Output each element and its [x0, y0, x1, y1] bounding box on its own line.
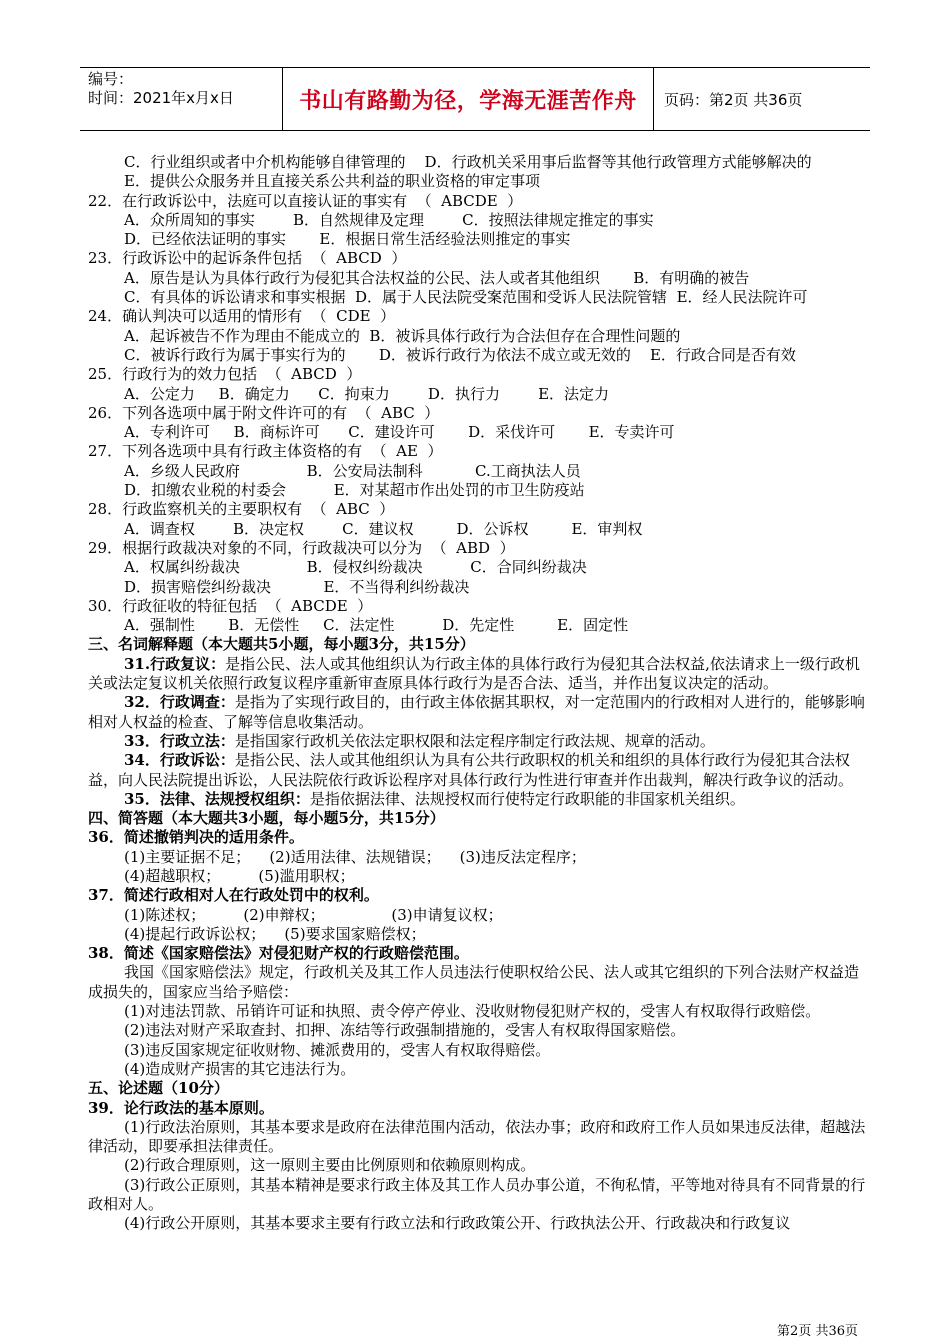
paragraph: [88, 693, 872, 732]
text-line: 五、论述题（10分）: [88, 1079, 229, 1098]
text-line: 30．行政征收的特征包括 （ ABCDE ）: [88, 596, 373, 615]
paragraph: [88, 1002, 872, 1021]
paragraph-text: (2)行政合理原则，这一原则主要由比例原则和依赖原则构成。: [124, 1156, 536, 1175]
text-line: 29．根据行政裁决对象的不同，行政裁决可以分为 （ ABD ）: [88, 538, 515, 557]
paragraph-text: (1)对违法罚款、吊销许可证和执照、责令停产停业、没收财物侵犯财产权的，受害人有权取得行政赔偿。: [124, 1002, 821, 1021]
compensation-block: [88, 963, 872, 1079]
document-body: [88, 153, 872, 1234]
paragraph: [88, 1041, 872, 1060]
paragraph: [88, 1156, 872, 1175]
text-line: C．行业组织或者中介机构能够自律管理的 D．行政机关采用事后监督等其他行政管理方式能够解决的: [124, 153, 812, 171]
text-line: A．起诉被告不作为理由不能成立的 B．被诉具体行政行为合法但存在合理性问题的: [124, 326, 681, 345]
paragraph-text: 是指依据法律、法规授权而行使特定行政职能的非国家机关组织。: [309, 789, 745, 808]
paragraph-text: (4)造成财产损害的其它违法行为。: [124, 1059, 356, 1078]
text-line: 25．行政行为的效力包括 （ ABCD ）: [88, 365, 362, 384]
paragraph-text: 是指国家行政机关依法定职权限和法定程序制定行政法规、规章的活动。: [234, 731, 715, 750]
text-line: E．提供公众服务并且直接关系公共利益的职业资格的审定事项: [124, 172, 540, 191]
essay-heading-block: [88, 1079, 872, 1118]
text-line: 38．简述《国家赔偿法》对侵犯财产权的行政赔偿范围。: [88, 944, 469, 963]
text-line: (4)超越职权； (5)滥用职权；: [124, 866, 355, 885]
paragraph: [88, 732, 872, 751]
paragraph-text: (2)违法对财产采取查封、扣押、冻结等行政强制措施的，受害人有权取得国家赔偿。: [124, 1021, 686, 1040]
paragraph-text: 是指公民、法人或其他组织认为行政主体的具体行政行为侵犯其合法权益,依法请求上一级行政机关或法定复议机关依照行政复议程序重新审查原具体行政行为是否合法、适当，并作出复议决定的活动。: [88, 654, 860, 693]
paragraph-text: (1)行政法治原则，其基本要求是政府在法律范围内活动，依法办事；政府和政府工作人员如果违反法律，超越法律活动，即要承担法律责任。: [88, 1117, 866, 1156]
text-line: A．乡级人民政府 B．公安局法制科 C.工商执法人员: [124, 461, 581, 480]
text-line: A．调查权 B．决定权 C．建议权 D．公诉权 E．审判权: [124, 519, 643, 538]
text-line: 39．论行政法的基本原则。: [88, 1098, 274, 1117]
header-left: [80, 68, 282, 130]
motto: 书山有路勤为径，学海无涯苦作舟: [282, 68, 654, 130]
paragraph-text: (4)行政公开原则，其基本要求主要有行政立法和行政政策公开、行政执法公开、行政裁决和行政复议: [124, 1214, 791, 1233]
text-line: (1)主要证据不足； (2)适用法律、法规错误； (3)违反法定程序；: [124, 847, 586, 866]
paragraph: [88, 1176, 872, 1215]
term: 33．行政立法：: [124, 731, 235, 750]
text-line: D．扣缴农业税的村委会 E．对某超市作出处罚的市卫生防疫站: [124, 481, 585, 500]
question-block-1: [88, 153, 872, 655]
text-line: 37．简述行政相对人在行政处罚中的权利。: [88, 886, 379, 905]
text-line: A．专利许可 B．商标许可 C．建设许可 D．采伐许可 E．专卖许可: [124, 423, 675, 442]
number-label: 编号：: [88, 70, 134, 88]
text-line: C．被诉行政行为属于事实行为的 D．被诉行政行为依法不成立或无效的 E．行政合同是否有效: [124, 345, 796, 364]
term: 31.行政复议：: [124, 654, 226, 673]
text-line: A．权属纠纷裁决 B．侵权纠纷裁决 C．合同纠纷裁决: [124, 558, 587, 577]
paragraph: [88, 790, 872, 809]
paragraph-text: (3)行政公正原则，其基本精神是要求行政主体及其工作人员办事公道，不徇私情，平等地对待具有不同背景的行政相对人。: [88, 1175, 866, 1214]
text-line: D．已经依法证明的事实 E．根据日常生活经验法则推定的事实: [124, 230, 571, 249]
term: 34．行政诉讼：: [124, 751, 235, 770]
text-line: (1)陈述权； (2)申辩权； (3)申请复议权；: [124, 905, 503, 924]
paragraph-text: (3)违反国家规定征收财物、摊派费用的，受害人有权取得赔偿。: [124, 1040, 551, 1059]
text-line: 23．行政诉讼中的起诉条件包括 （ ABCD ）: [88, 249, 407, 268]
definitions-block: [88, 655, 872, 809]
paragraph-text: 是指为了实现行政目的，由行政主体依据其职权，对一定范围内的行政相对人进行的，能够影响相对人权益的检查、了解等信息收集活动。: [88, 693, 865, 731]
paragraph: [88, 751, 872, 790]
text-line: (4)提起行政诉讼权； (5)要求国家赔偿权；: [124, 924, 426, 943]
text-line: 24．确认判决可以适用的情形有 （ CDE ）: [88, 307, 396, 326]
paragraph: [88, 1021, 872, 1040]
short-answer-block: [88, 809, 872, 963]
date-label: 时间：2021年x月x日: [88, 89, 234, 107]
paragraph: [88, 1060, 872, 1079]
text-line: A．公定力 B．确定力 C．拘束力 D．执行力 E．法定力: [124, 384, 610, 403]
text-line: 22．在行政诉讼中，法庭可以直接认证的事实有 （ ABCDE ）: [88, 191, 523, 210]
paragraph: [88, 1214, 872, 1233]
text-line: 四、简答题（本大题共3小题，每小题5分，共15分）: [88, 809, 445, 828]
text-line: 三、名词解释题（本大题共5小题，每小题3分，共15分）: [88, 635, 475, 654]
term: 32．行政调查：: [124, 693, 235, 712]
text-line: 27．下列各选项中具有行政主体资格的有 （ AE ）: [88, 442, 443, 461]
text-line: 36．简述撤销判决的适用条件。: [88, 828, 304, 847]
page-header: [80, 67, 870, 131]
paragraph: [88, 963, 872, 1002]
text-line: D．损害赔偿纠纷裁决 E．不当得利纠纷裁决: [124, 577, 470, 596]
page-footer: 第2页 共36页: [777, 1324, 858, 1339]
paragraph: [88, 655, 872, 694]
essay-block: [88, 1118, 872, 1234]
text-line: 28．行政监察机关的主要职权有 （ ABC ）: [88, 500, 395, 519]
paragraph-text: 我国《国家赔偿法》规定，行政机关及其工作人员违法行使职权给公民、法人或其它组织的下列合法财产权益造成损失的，国家应当给予赔偿：: [88, 963, 860, 1001]
text-line: C．有具体的诉讼请求和事实根据 D．属于人民法院受案范围和受诉人民法院管辖 E．经人民法院许可: [124, 288, 808, 307]
text-line: A．原告是认为具体行政行为侵犯其合法权益的公民、法人或者其他组织 B．有明确的被告: [124, 268, 750, 287]
page-label: 页码：第2页 共36页: [664, 90, 803, 109]
term: 35．法律、法规授权组织：: [124, 789, 310, 808]
text-line: 26．下列各选项中属于附文件许可的有 （ ABC ）: [88, 403, 440, 422]
text-line: A．众所周知的事实 B．自然规律及定理 C．按照法律规定推定的事实: [124, 210, 654, 229]
text-line: A．强制性 B．无偿性 C．法定性 D．先定性 E．固定性: [124, 616, 629, 635]
paragraph: [88, 1118, 872, 1157]
paragraph-text: 是指公民、法人或其他组织认为具有公共行政职权的机关和组织的具体行政行为侵犯其合法权益，向人民法院提出诉讼，人民法院依行政诉讼程序对具体行政行为性进行审查并作出裁判，解决行政争议的活动。: [88, 751, 854, 789]
